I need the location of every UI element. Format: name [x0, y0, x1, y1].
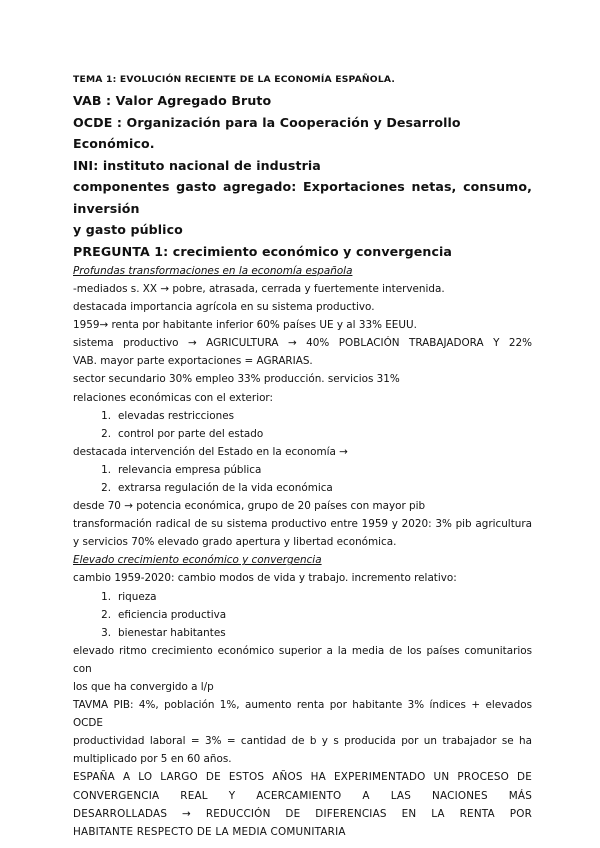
def-vab: VAB : Valor Agregado Bruto [73, 93, 272, 108]
caps-line: ESPAÑA A LO LARGO DE ESTOS AÑOS HA EXPERIMENTADO UN PROCESO DE [73, 771, 532, 784]
def-ini: INI: instituto nacional de industria [73, 157, 321, 173]
text-line: relaciones económicas con el exterior: [73, 391, 274, 404]
text-line: productividad laboral = 3% = cantidad de b y s producida por un trabajador se ha [73, 735, 532, 748]
text-line: desde 70 → potencia económica, grupo de 20 países con mayor pib [73, 500, 426, 513]
pregunta-heading: PREGUNTA 1: crecimiento económico y convergencia [73, 243, 453, 259]
list-item: 1. relevancia empresa pública [101, 463, 262, 476]
text-line: TAVMA PIB: 4%, población 1%, aumento renta por habitante 3% índices + elevados [73, 699, 532, 712]
def-ocde: OCDE : Organización para la Cooperación y Desarrollo Económico. [73, 114, 461, 151]
text-line: destacada intervención del Estado en la economía → [73, 445, 348, 458]
list-item: 1. elevadas restricciones [101, 409, 235, 422]
text-line: los que ha convergido a l/p [73, 680, 214, 693]
caps-line: HABITANTE RESPECTO DE LA MEDIA COMUNITARIA [73, 825, 346, 838]
text-line: OCDE [73, 717, 103, 730]
text-line: elevado ritmo crecimiento económico superior a la media de los países comunitarios con [73, 644, 532, 675]
section-heading-transformaciones: Profundas transformaciones en la economía española [73, 265, 353, 277]
doc-title: TEMA 1: EVOLUCIÓN RECIENTE DE LA ECONOMÍA ESPAÑOLA. [73, 74, 396, 85]
list-item: 2. control por parte del estado [101, 427, 264, 440]
text-line: multiplicado por 5 en 60 años. [73, 753, 232, 766]
text-line: y servicios 70% elevado grado apertura y libertad económica. [73, 536, 397, 549]
gasto-line-1: componentes gasto agregado: Exportaciones netas, consumo, inversión [73, 179, 532, 216]
text-line: 1959→ renta por habitante inferior 60% países UE y al 33% EEUU. [73, 319, 417, 332]
text-line: VAB. mayor parte exportaciones = AGRARIAS. [73, 355, 313, 368]
text-line: cambio 1959-2020: cambio modos de vida y trabajo. incremento relativo: [73, 572, 457, 585]
section-heading-crecimiento: Elevado crecimiento económico y convergencia [73, 554, 322, 567]
list-item: 1. riqueza [101, 590, 157, 603]
gasto-line-2: y gasto público [73, 222, 183, 237]
text-line: transformación radical de su sistema productivo entre 1959 y 2020: 3% pib agricultura [73, 518, 532, 531]
text-line: -mediados s. XX → pobre, atrasada, cerrada y fuertemente intervenida. [73, 283, 445, 295]
list-item: 3. bienestar habitantes [101, 626, 226, 639]
list-item: 2. eficiencia productiva [101, 608, 227, 621]
caps-line: CONVERGENCIA REAL Y ACERCAMIENTO A LAS NACIONES MÁS [73, 789, 532, 802]
text-line: sistema productivo → AGRICULTURA → 40% POBLACIÓN TRABAJADORA Y 22% [73, 337, 532, 350]
list-item: 2. extrarsa regulación de la vida económica [101, 482, 333, 495]
text-line: sector secundario 30% empleo 33% producción. servicios 31% [73, 373, 400, 386]
caps-line: DESARROLLADAS → REDUCCIÓN DE DIFERENCIAS EN LA RENTA POR [73, 807, 532, 820]
text-line: destacada importancia agrícola en su sistema productivo. [73, 301, 375, 314]
